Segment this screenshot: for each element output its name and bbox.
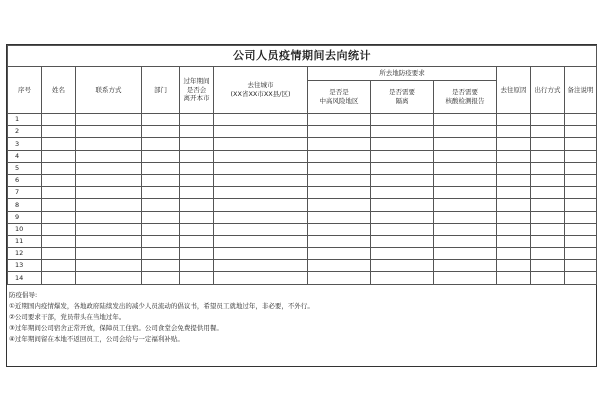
table-cell[interactable] — [76, 223, 142, 235]
table-cell[interactable] — [531, 223, 565, 235]
table-cell[interactable] — [42, 272, 76, 284]
table-cell[interactable] — [142, 260, 180, 272]
table-cell[interactable] — [308, 138, 371, 150]
table-cell[interactable] — [531, 272, 565, 284]
header-destination-line1: 去往城市 — [247, 81, 274, 90]
header-travel-mode: 出行方式 — [531, 67, 565, 114]
table-cell[interactable] — [497, 138, 531, 150]
table-cell[interactable] — [434, 114, 497, 126]
table-cell[interactable] — [180, 211, 214, 223]
table-cell[interactable] — [214, 174, 308, 186]
table-cell[interactable] — [180, 235, 214, 247]
table-cell[interactable] — [308, 235, 371, 247]
sheet-title: 公司人员疫情期间去向统计 — [8, 46, 597, 67]
table-cell[interactable] — [497, 126, 531, 138]
table-cell[interactable] — [531, 187, 565, 199]
note-item: ③过年期间公司宿舍正常开放，保障员工住宿。公司食堂会免费提供用餐。 — [9, 324, 223, 332]
table-cell[interactable] — [531, 211, 565, 223]
table-cell[interactable] — [142, 150, 180, 162]
table-cell[interactable] — [565, 272, 597, 284]
table-cell[interactable] — [214, 235, 308, 247]
table-cell[interactable] — [565, 248, 597, 260]
table-cell[interactable] — [308, 174, 371, 186]
header-leave-city — [180, 67, 214, 114]
row-number: 5 — [8, 162, 42, 174]
row-number: 3 — [8, 138, 42, 150]
header-destination-line2: (XX省XX市XX县/区) — [230, 90, 291, 98]
header-quarantine-line2: 隔离 — [395, 97, 409, 105]
table-body — [8, 114, 597, 285]
header-dept: 部门 — [142, 67, 180, 114]
table-cell[interactable] — [42, 187, 76, 199]
table-cell[interactable] — [76, 211, 142, 223]
table-cell[interactable] — [76, 187, 142, 199]
header-remark: 备注说明 — [565, 67, 597, 114]
header-seq: 序号 — [8, 67, 42, 114]
note-item: ①近期国内疫情爆发，各地政府陆续发出的减少人员流动的倡议书，希望员工就地过年，非必要，不外行。 — [9, 302, 314, 310]
row-number: 10 — [8, 223, 42, 235]
table-cell[interactable] — [497, 199, 531, 211]
table-cell[interactable] — [142, 162, 180, 174]
table-cell[interactable] — [434, 248, 497, 260]
table-cell[interactable] — [214, 211, 308, 223]
row-number: 6 — [8, 174, 42, 186]
table-cell[interactable] — [497, 162, 531, 174]
table-cell[interactable] — [308, 223, 371, 235]
table-cell[interactable] — [371, 150, 434, 162]
table-cell[interactable] — [565, 150, 597, 162]
table-cell[interactable] — [214, 248, 308, 260]
table-cell[interactable] — [434, 199, 497, 211]
statistics-sheet — [6, 44, 597, 367]
table-cell[interactable] — [214, 150, 308, 162]
table-cell[interactable] — [214, 162, 308, 174]
row-number: 13 — [8, 260, 42, 272]
table-row — [8, 114, 597, 126]
table-cell[interactable] — [497, 114, 531, 126]
table-cell[interactable] — [214, 199, 308, 211]
table-cell[interactable] — [434, 174, 497, 186]
table-cell[interactable] — [565, 187, 597, 199]
table-cell[interactable] — [180, 272, 214, 284]
table-row — [8, 150, 597, 162]
table-cell[interactable] — [42, 248, 76, 260]
table-row — [8, 223, 597, 235]
table-cell[interactable] — [180, 126, 214, 138]
table-cell[interactable] — [76, 162, 142, 174]
table-cell[interactable] — [142, 211, 180, 223]
header-risk-line1: 是否是 — [329, 88, 349, 97]
table-cell[interactable] — [434, 187, 497, 199]
table-cell[interactable] — [42, 174, 76, 186]
table-cell[interactable] — [497, 248, 531, 260]
table-cell[interactable] — [76, 260, 142, 272]
table-cell[interactable] — [434, 126, 497, 138]
table-cell[interactable] — [565, 199, 597, 211]
row-number: 14 — [8, 272, 42, 284]
header-leave-line3: 离开本市 — [183, 94, 210, 103]
table-cell[interactable] — [142, 187, 180, 199]
table-cell[interactable] — [180, 199, 214, 211]
table-cell[interactable] — [180, 114, 214, 126]
table-cell[interactable] — [565, 260, 597, 272]
table-cell[interactable] — [308, 114, 371, 126]
row-number: 2 — [8, 126, 42, 138]
header-risk-area — [308, 81, 371, 114]
header-name: 姓名 — [42, 67, 76, 114]
table-cell[interactable] — [497, 174, 531, 186]
table-cell[interactable] — [180, 162, 214, 174]
table-cell[interactable] — [42, 199, 76, 211]
table-cell[interactable] — [76, 150, 142, 162]
table-cell[interactable] — [434, 162, 497, 174]
table-cell[interactable] — [142, 235, 180, 247]
table-cell[interactable] — [308, 248, 371, 260]
table-cell[interactable] — [180, 260, 214, 272]
table-cell[interactable] — [565, 235, 597, 247]
table-cell[interactable] — [497, 187, 531, 199]
table-cell[interactable] — [142, 248, 180, 260]
table-cell[interactable] — [308, 162, 371, 174]
table-cell[interactable] — [531, 248, 565, 260]
header-leave-line2: 是否会 — [186, 85, 207, 94]
table-cell[interactable] — [308, 150, 371, 162]
table-cell[interactable] — [76, 248, 142, 260]
table-cell[interactable] — [308, 211, 371, 223]
table-cell[interactable] — [565, 162, 597, 174]
table-row — [8, 199, 597, 211]
table-cell[interactable] — [76, 272, 142, 284]
table-cell[interactable] — [434, 150, 497, 162]
table-cell[interactable] — [308, 126, 371, 138]
table-cell[interactable] — [42, 223, 76, 235]
table-cell[interactable] — [434, 272, 497, 284]
table-row — [8, 138, 597, 150]
table-row — [8, 248, 597, 260]
table-cell[interactable] — [371, 223, 434, 235]
table-cell[interactable] — [531, 114, 565, 126]
notes-heading: 防疫倡导: — [9, 291, 38, 299]
table-cell[interactable] — [214, 272, 308, 284]
notes-section — [7, 284, 596, 345]
table-cell[interactable] — [142, 223, 180, 235]
table-cell[interactable] — [531, 150, 565, 162]
table-cell[interactable] — [180, 150, 214, 162]
table-cell[interactable] — [531, 138, 565, 150]
table-cell[interactable] — [142, 272, 180, 284]
table-cell[interactable] — [214, 223, 308, 235]
table-cell[interactable] — [371, 272, 434, 284]
table-cell[interactable] — [497, 260, 531, 272]
table-cell[interactable] — [180, 248, 214, 260]
table-cell[interactable] — [214, 138, 308, 150]
table-cell[interactable] — [42, 150, 76, 162]
table-cell[interactable] — [497, 223, 531, 235]
table-cell[interactable] — [371, 174, 434, 186]
table-cell[interactable] — [531, 260, 565, 272]
table-cell[interactable] — [180, 138, 214, 150]
table-cell[interactable] — [371, 199, 434, 211]
header-risk-line2: 中高风险地区 — [319, 97, 359, 105]
row-number: 12 — [8, 248, 42, 260]
table-cell[interactable] — [142, 199, 180, 211]
table-cell[interactable] — [308, 187, 371, 199]
table-cell[interactable] — [76, 199, 142, 211]
table-row — [8, 211, 597, 223]
table-cell[interactable] — [76, 174, 142, 186]
table-cell[interactable] — [142, 138, 180, 150]
header-requirements-group: 所去地防疫要求 — [308, 67, 497, 81]
table-cell[interactable] — [434, 260, 497, 272]
table-row — [8, 126, 597, 138]
table-cell[interactable] — [371, 248, 434, 260]
table-cell[interactable] — [531, 174, 565, 186]
table-row — [8, 235, 597, 247]
table-cell[interactable] — [76, 138, 142, 150]
row-number: 11 — [8, 235, 42, 247]
table-cell[interactable] — [531, 126, 565, 138]
table-row — [8, 187, 597, 199]
row-number: 8 — [8, 199, 42, 211]
table-cell[interactable] — [142, 174, 180, 186]
table-cell[interactable] — [497, 211, 531, 223]
table-cell[interactable] — [180, 223, 214, 235]
table-cell[interactable] — [434, 223, 497, 235]
table-cell[interactable] — [42, 260, 76, 272]
table-cell[interactable] — [371, 126, 434, 138]
table-cell[interactable] — [565, 223, 597, 235]
note-item: ④过年期间留在本地不返回员工，公司会给与一定福利补贴。 — [9, 335, 184, 343]
header-test-line1: 是否需要 — [452, 88, 478, 97]
table-cell[interactable] — [371, 162, 434, 174]
table-row — [8, 174, 597, 186]
table-cell[interactable] — [42, 138, 76, 150]
table-cell[interactable] — [42, 114, 76, 126]
table-cell[interactable] — [434, 211, 497, 223]
table-cell[interactable] — [434, 138, 497, 150]
table-cell[interactable] — [497, 150, 531, 162]
table-cell[interactable] — [214, 114, 308, 126]
table-cell[interactable] — [214, 187, 308, 199]
row-number: 1 — [8, 114, 42, 126]
table-cell[interactable] — [565, 126, 597, 138]
statistics-table — [7, 45, 597, 285]
table-cell[interactable] — [565, 114, 597, 126]
table-cell[interactable] — [42, 126, 76, 138]
header-destination — [214, 67, 308, 114]
row-number: 4 — [8, 150, 42, 162]
header-nucleic-test — [434, 81, 497, 114]
table-cell[interactable] — [371, 138, 434, 150]
table-cell[interactable] — [497, 235, 531, 247]
header-quarantine-line1: 是否需要 — [389, 88, 415, 97]
table-cell[interactable] — [371, 187, 434, 199]
table-cell[interactable] — [308, 272, 371, 284]
table-cell[interactable] — [214, 260, 308, 272]
table-cell[interactable] — [531, 162, 565, 174]
table-cell[interactable] — [180, 187, 214, 199]
table-cell[interactable] — [371, 114, 434, 126]
table-cell[interactable] — [531, 199, 565, 211]
table-cell[interactable] — [497, 272, 531, 284]
table-row — [8, 260, 597, 272]
table-row — [8, 272, 597, 284]
table-cell[interactable] — [565, 174, 597, 186]
table-cell[interactable] — [371, 260, 434, 272]
header-reason: 去往原因 — [497, 67, 531, 114]
note-item: ②公司要求干部，党员带头在当地过年。 — [9, 313, 126, 321]
header-quarantine — [371, 81, 434, 114]
table-cell[interactable] — [531, 235, 565, 247]
table-cell[interactable] — [565, 211, 597, 223]
table-cell[interactable] — [76, 235, 142, 247]
table-cell[interactable] — [76, 126, 142, 138]
table-cell[interactable] — [180, 174, 214, 186]
table-cell[interactable] — [142, 114, 180, 126]
header-contact: 联系方式 — [76, 67, 142, 114]
table-cell[interactable] — [42, 211, 76, 223]
table-cell[interactable] — [308, 199, 371, 211]
table-cell[interactable] — [434, 235, 497, 247]
table-cell[interactable] — [142, 126, 180, 138]
table-cell[interactable] — [371, 211, 434, 223]
table-cell[interactable] — [42, 162, 76, 174]
header-leave-line1: 过年期间 — [183, 76, 210, 85]
table-cell[interactable] — [308, 260, 371, 272]
table-cell[interactable] — [214, 126, 308, 138]
table-cell[interactable] — [565, 138, 597, 150]
table-cell[interactable] — [371, 235, 434, 247]
table-cell[interactable] — [42, 235, 76, 247]
row-number: 9 — [8, 211, 42, 223]
table-row — [8, 162, 597, 174]
header-test-line2: 核酸检测报告 — [445, 97, 485, 105]
table-cell[interactable] — [76, 114, 142, 126]
row-number: 7 — [8, 187, 42, 199]
